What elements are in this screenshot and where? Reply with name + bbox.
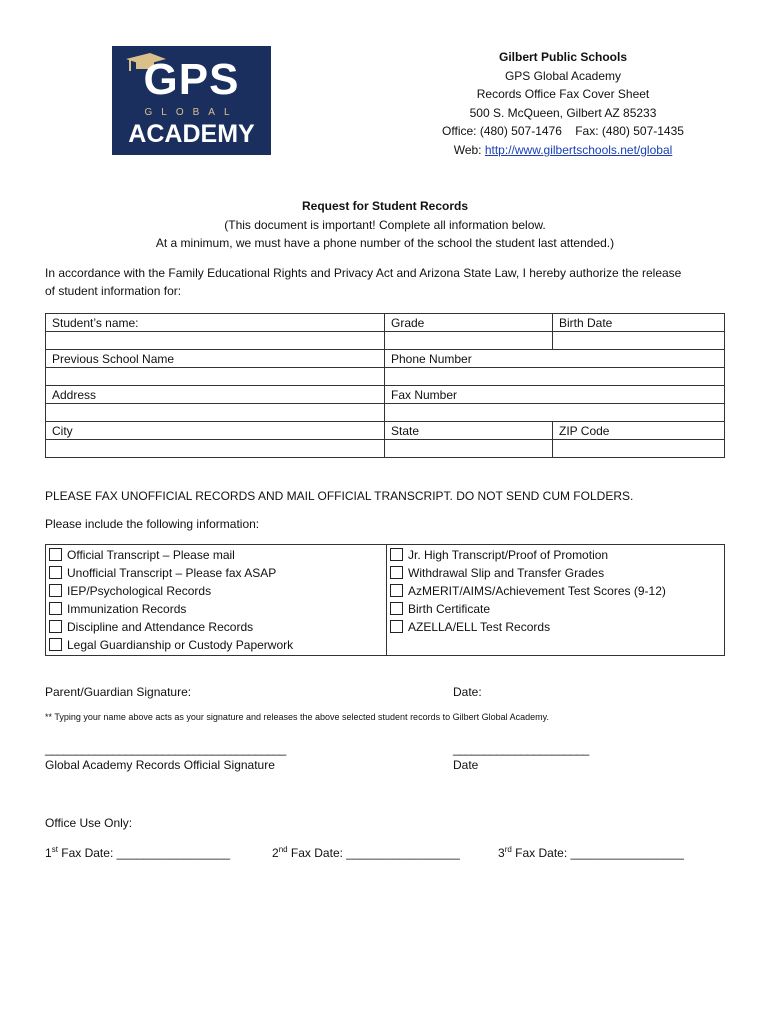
- state-label: State: [385, 422, 553, 440]
- request-note-1: (This document is important! Complete all information below.: [224, 218, 546, 232]
- records-checklist: [45, 544, 725, 656]
- authorize-line-2: of student information for:: [45, 284, 182, 298]
- checkbox[interactable]: [390, 602, 403, 615]
- request-title: Request for Student Records: [301, 199, 469, 213]
- fax-date-label: Fax Date:: [57, 846, 117, 860]
- checkbox[interactable]: [49, 638, 62, 651]
- fax-date-3-field[interactable]: _________________: [570, 846, 684, 860]
- birth-date-field[interactable]: [553, 332, 725, 350]
- fax-date-1-field[interactable]: _________________: [116, 846, 231, 860]
- address-label: Address: [46, 386, 385, 404]
- sheet-title: Records Office Fax Cover Sheet: [476, 87, 650, 102]
- authorize-line-1: In accordance with the Family Educational Rights and Privacy Act and Arizona State Law, I hereby authorize the release: [45, 266, 682, 280]
- checklist-item-label: Official Transcript – Please mail: [67, 548, 235, 562]
- fax-date-3: [498, 845, 684, 860]
- official-signature-label: Global Academy Records Official Signature: [45, 758, 275, 772]
- checkbox[interactable]: [390, 584, 403, 597]
- fax-ordinal-suffix: st: [51, 845, 58, 854]
- fax-ordinal-suffix: nd: [278, 845, 288, 854]
- grade-field[interactable]: [385, 332, 553, 350]
- fax-date-2-field[interactable]: _________________: [346, 846, 460, 860]
- web-label: Web:: [453, 142, 485, 157]
- fax-ordinal-suffix: rd: [504, 845, 512, 854]
- previous-school-label: Previous School Name: [46, 350, 385, 368]
- checkbox[interactable]: [390, 566, 403, 579]
- official-date-label: Date: [453, 758, 479, 772]
- checkbox[interactable]: [390, 620, 403, 633]
- logo-global-text: GLOBAL: [144, 107, 239, 118]
- checklist-item-label: Unofficial Transcript – Please fax ASAP: [67, 566, 277, 580]
- checklist-item-label: Legal Guardianship or Custody Paperwork: [67, 638, 294, 652]
- include-label: Please include the following information:: [45, 517, 260, 531]
- fax-date-label: Fax Date:: [511, 846, 571, 860]
- checkbox[interactable]: [49, 620, 62, 633]
- checklist-item[interactable]: [390, 564, 721, 582]
- school-web: [400, 141, 726, 160]
- checklist-right-column: [387, 545, 725, 656]
- school-phones: Office: (480) 507-1476 Fax: (480) 507-1435: [442, 124, 684, 139]
- checkbox[interactable]: [49, 584, 62, 597]
- students-name-field[interactable]: [46, 332, 385, 350]
- phone-label: Phone Number: [385, 350, 725, 368]
- school-name: GPS Global Academy: [504, 68, 622, 83]
- phone-field[interactable]: [385, 368, 725, 386]
- date-label: Date:: [453, 685, 482, 699]
- fax-date-1: [45, 845, 230, 860]
- official-date-line[interactable]: ______________________: [453, 742, 589, 756]
- previous-school-field[interactable]: [46, 368, 385, 386]
- checklist-item[interactable]: [49, 618, 383, 636]
- checkbox[interactable]: [49, 602, 62, 615]
- checklist-item-label: Birth Certificate: [408, 602, 491, 616]
- fax-date-2: [272, 845, 460, 860]
- school-address: 500 S. McQueen, Gilbert AZ 85233: [469, 105, 657, 120]
- org-name: Gilbert Public Schools: [498, 50, 628, 64]
- state-field[interactable]: [385, 440, 553, 458]
- checklist-item-label: AzMERIT/AIMS/Achievement Test Scores (9-12): [408, 584, 666, 598]
- checklist-left-column: [46, 545, 387, 656]
- fax-date-label: Fax Date:: [287, 846, 347, 860]
- gps-global-academy-logo: [112, 46, 271, 155]
- fax-ordinal: 2: [272, 846, 279, 860]
- students-name-label: Student’s name:: [46, 314, 385, 332]
- checklist-item[interactable]: [49, 582, 383, 600]
- birth-date-label: Birth Date: [553, 314, 725, 332]
- office-use-title: Office Use Only:: [45, 816, 133, 830]
- fax-ordinal: 3: [498, 846, 505, 860]
- school-header: [400, 48, 726, 160]
- web-link[interactable]: http://www.gilbertschools.net/global: [484, 142, 673, 157]
- checkbox[interactable]: [49, 566, 62, 579]
- parent-signature-label: Parent/Guardian Signature:: [45, 685, 192, 699]
- checklist-item[interactable]: [49, 636, 383, 654]
- checklist-item[interactable]: [49, 600, 383, 618]
- fax-field[interactable]: [385, 404, 725, 422]
- fax-notice: PLEASE FAX UNOFFICIAL RECORDS AND MAIL OFFICIAL TRANSCRIPT. DO NOT SEND CUM FOLDERS.: [45, 489, 634, 503]
- checkbox[interactable]: [390, 548, 403, 561]
- checklist-item[interactable]: [390, 618, 721, 636]
- checklist-item-label: AZELLA/ELL Test Records: [408, 620, 551, 634]
- checkbox[interactable]: [49, 548, 62, 561]
- city-field[interactable]: [46, 440, 385, 458]
- logo-academy-text: ACADEMY: [128, 120, 255, 148]
- checklist-item-label: Withdrawal Slip and Transfer Grades: [408, 566, 605, 580]
- signature-note: ** Typing your name above acts as your signature and releases the above selected student records to Gilbert Global Academy.: [45, 712, 549, 722]
- checklist-item[interactable]: [49, 564, 383, 582]
- checklist-item-label: IEP/Psychological Records: [67, 584, 212, 598]
- checklist-item[interactable]: [390, 600, 721, 618]
- student-info-table: [45, 313, 725, 458]
- official-signature-line[interactable]: _______________________________________: [45, 742, 286, 756]
- fax-ordinal: 1: [45, 846, 52, 860]
- logo-gps-text: GPS: [143, 55, 240, 104]
- zip-field[interactable]: [553, 440, 725, 458]
- zip-label: ZIP Code: [553, 422, 725, 440]
- checklist-item[interactable]: [390, 582, 721, 600]
- address-field[interactable]: [46, 404, 385, 422]
- checklist-item[interactable]: [49, 546, 383, 564]
- checklist-item-label: Discipline and Attendance Records: [67, 620, 254, 634]
- grade-label: Grade: [385, 314, 553, 332]
- request-note-2: At a minimum, we must have a phone number of the school the student last attended.): [155, 236, 615, 250]
- checklist-item[interactable]: [390, 546, 721, 564]
- checklist-item-label: Immunization Records: [67, 602, 187, 616]
- checklist-item-label: Jr. High Transcript/Proof of Promotion: [408, 548, 609, 562]
- city-label: City: [46, 422, 385, 440]
- fax-label: Fax Number: [385, 386, 725, 404]
